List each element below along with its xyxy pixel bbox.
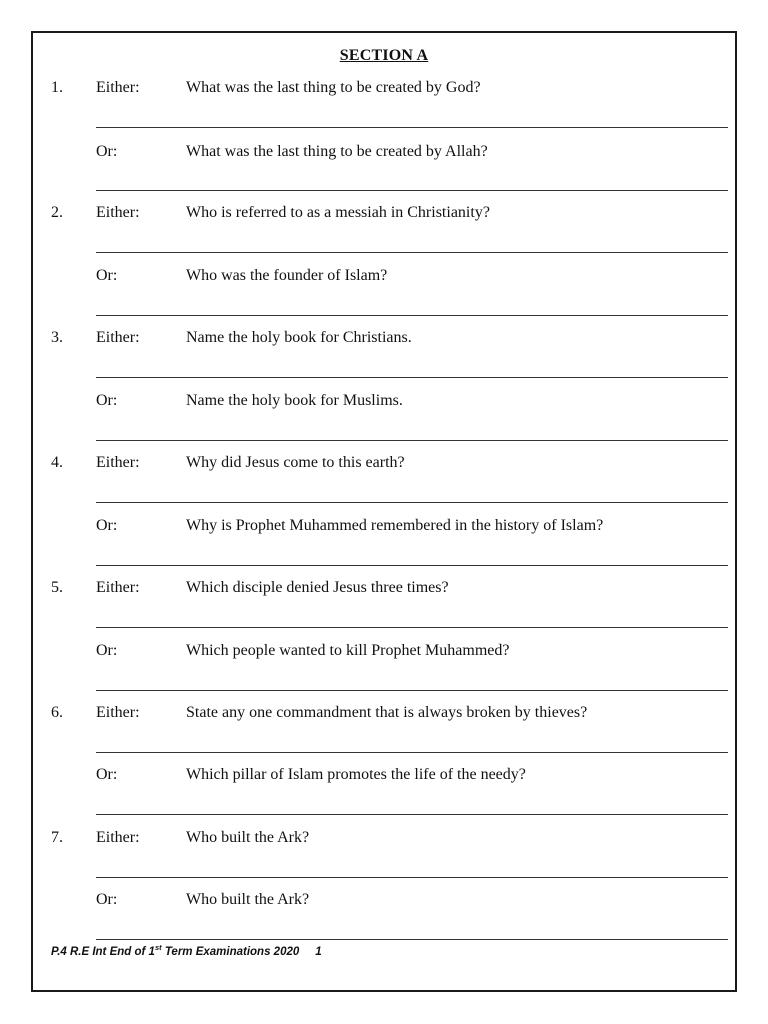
page-number: 1 (315, 945, 322, 958)
question-text: What was the last thing to be created by God? (186, 79, 481, 96)
question-text: State any one commandment that is always broken by thieves? (186, 704, 588, 721)
question-text: Who is referred to as a messiah in Christianity? (186, 204, 490, 221)
question-number: 6. (51, 704, 63, 721)
answer-line[interactable] (96, 190, 728, 191)
question-text: Why did Jesus come to this earth? (186, 454, 405, 471)
question-2-or (0, 267, 768, 287)
footer-text: P.4 R.E Int End of 1 (51, 945, 155, 958)
page-footer (51, 943, 322, 958)
question-number: 7. (51, 829, 63, 846)
question-text: What was the last thing to be created by Allah? (186, 143, 488, 160)
answer-line[interactable] (96, 502, 728, 503)
answer-line[interactable] (96, 690, 728, 691)
answer-line[interactable] (96, 939, 728, 940)
either-label: Either: (96, 79, 140, 96)
question-number: 2. (51, 204, 63, 221)
either-label: Either: (96, 704, 140, 721)
question-number: 3. (51, 329, 63, 346)
question-number: 5. (51, 579, 63, 596)
either-label: Either: (96, 204, 140, 221)
or-label: Or: (96, 891, 118, 908)
answer-line[interactable] (96, 752, 728, 753)
answer-line[interactable] (96, 877, 728, 878)
question-2-either (0, 204, 768, 224)
either-label: Either: (96, 454, 140, 471)
question-text: Why is Prophet Muhammed remembered in the history of Islam? (186, 517, 604, 534)
answer-line[interactable] (96, 627, 728, 628)
question-1-or (0, 143, 768, 163)
question-6-either (0, 704, 768, 724)
either-label: Either: (96, 329, 140, 346)
section-title: SECTION A (339, 47, 429, 64)
question-4-either (0, 454, 768, 474)
answer-line[interactable] (96, 315, 728, 316)
question-4-or (0, 517, 768, 537)
question-3-either (0, 329, 768, 349)
question-text: Which disciple denied Jesus three times? (186, 579, 449, 596)
question-7-or (0, 891, 768, 911)
question-3-or (0, 392, 768, 412)
or-label: Or: (96, 143, 118, 160)
question-number: 1. (51, 79, 63, 96)
question-5-or (0, 642, 768, 662)
answer-line[interactable] (96, 440, 728, 441)
footer-text-suffix: Term Examinations 2020 (161, 945, 300, 958)
either-label: Either: (96, 829, 140, 846)
question-text: Which people wanted to kill Prophet Muhammed? (186, 642, 510, 659)
question-text: Who built the Ark? (186, 829, 310, 846)
question-1-either (0, 79, 768, 99)
question-5-either (0, 579, 768, 599)
or-label: Or: (96, 392, 118, 409)
question-text: Which pillar of Islam promotes the life of the needy? (186, 766, 526, 783)
question-text: Who built the Ark? (186, 891, 310, 908)
answer-line[interactable] (96, 565, 728, 566)
answer-line[interactable] (96, 252, 728, 253)
or-label: Or: (96, 517, 118, 534)
question-7-either (0, 829, 768, 849)
question-6-or (0, 766, 768, 786)
or-label: Or: (96, 267, 118, 284)
either-label: Either: (96, 579, 140, 596)
answer-line[interactable] (96, 127, 728, 128)
or-label: Or: (96, 766, 118, 783)
answer-line[interactable] (96, 814, 728, 815)
question-number: 4. (51, 454, 63, 471)
footer-superscript: st (154, 943, 162, 952)
question-text: Name the holy book for Christians. (186, 329, 412, 346)
or-label: Or: (96, 642, 118, 659)
question-text: Who was the founder of Islam? (186, 267, 388, 284)
answer-line[interactable] (96, 377, 728, 378)
question-text: Name the holy book for Muslims. (186, 392, 403, 409)
